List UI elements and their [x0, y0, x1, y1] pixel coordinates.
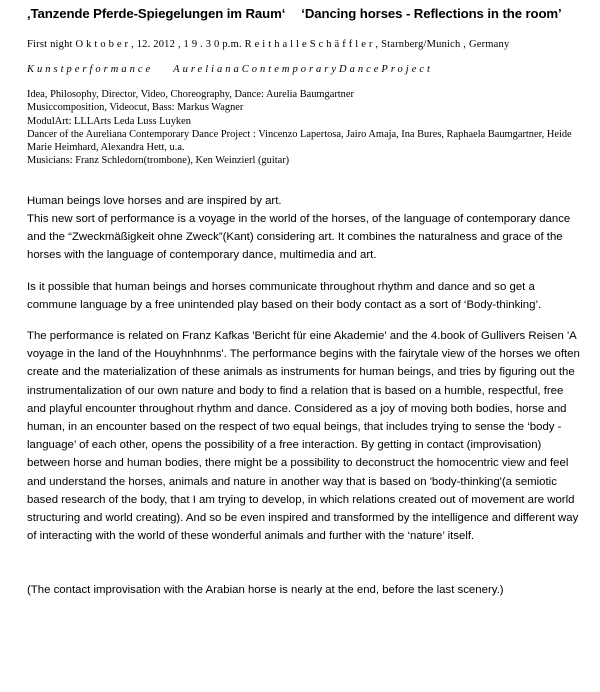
document — [27, 6, 587, 613]
document-title — [27, 6, 587, 21]
subtitle-kunstperformance: Kunstperformance — [27, 64, 154, 75]
paragraph-performance: The performance is related on Franz Kafkas 'Bericht für eine Akademie' and the 4.book of Gullivers Reisen 'A voyage in the land of the Houyhnhnms'. The performance begins with the fairytale view of the horses we often create and the materialization of these animals as instruments for human beings, and tries by figuring out the instrumentalization of our own nature and body to find a relation that is based on a humble, respectful, free and playful encounter throughout rhythm and dance. Considered as a joy of moving both bodies, horse and human, in an encounter based on the respect of two equal beings, that includes trying to sense the ‘body -language’ of each other, opens the possibility of a free interaction. By getting in contact (improvisation) between horse and human bodies, there might be a possibility to deconstruct the homocentric view and feel and understand the horses, animals and nature in another way that is based on 'body-thinking'(a semiotic based research of the body, that I am trying to develop, in which relations created out of movement are world structuring and world creating). And so be even inspired and transformed by the intelligence and different way of interacting with the world of these wonderful animals and further with the ‘nature’ itself. — [27, 330, 580, 543]
paragraph-voyage: This new sort of performance is a voyage in the world of the horses, of the language of contemporary dance and the “Zweckmäßigkeit ohne Zweck”(Kant) considering art. It combines the naturalness and grace of the horses with the language of contemporary dance, multimedia and art. — [27, 212, 571, 262]
credit-idea: Idea, Philosophy, Director, Video, Choreography, Dance: Aurelia Baumgartner — [27, 89, 354, 100]
credit-dancers: Dancer of the Aureliana Contemporary Dance Project : Vincenzo Lapertosa, Jairo Amaja, Ina Bures, Raphaela Baumgartner, Heide Marie Heimhard, Alexandra Hett, u.a. — [27, 128, 572, 154]
first-night-line: First night O k t o b e r , 12. 2012 , 1 9 . 3 0 p.m. R e i t h a l l e S c h ä f f l e r , Starnberg/Munich , Germany — [27, 39, 510, 50]
credit-modulart: ModulArt: LLLArts Leda Luss Luyken — [27, 115, 191, 127]
paragraph-intro: Human beings love horses and are inspired by art. — [27, 194, 282, 207]
subtitle-project: AurelianaContemporaryDanceProject — [173, 64, 433, 75]
title-german: ‚Tanzende Pferde-Spiegelungen im Raum‘ — [27, 6, 286, 21]
credits-block — [27, 88, 587, 168]
credit-music: Musiccomposition, Videocut, Bass: Markus Wagner — [27, 102, 244, 114]
body-text — [27, 192, 583, 600]
paragraph-note: (The contact improvisation with the Arabian horse is nearly at the end, before the last scenery.) — [27, 584, 504, 597]
subtitle-line — [27, 64, 587, 75]
paragraph-question: Is it possible that human beings and horses communicate throughout rhythm and dance and so get a commune language by a free unintended play based on their body contact as a sort of ‘Body-thinking’. — [27, 280, 542, 311]
title-english: ‘Dancing horses - Reflections in the room’ — [301, 6, 562, 21]
credit-musicians: Musicians: Franz Schledorn(trombone), Ken Weinzierl (guitar) — [27, 155, 290, 167]
